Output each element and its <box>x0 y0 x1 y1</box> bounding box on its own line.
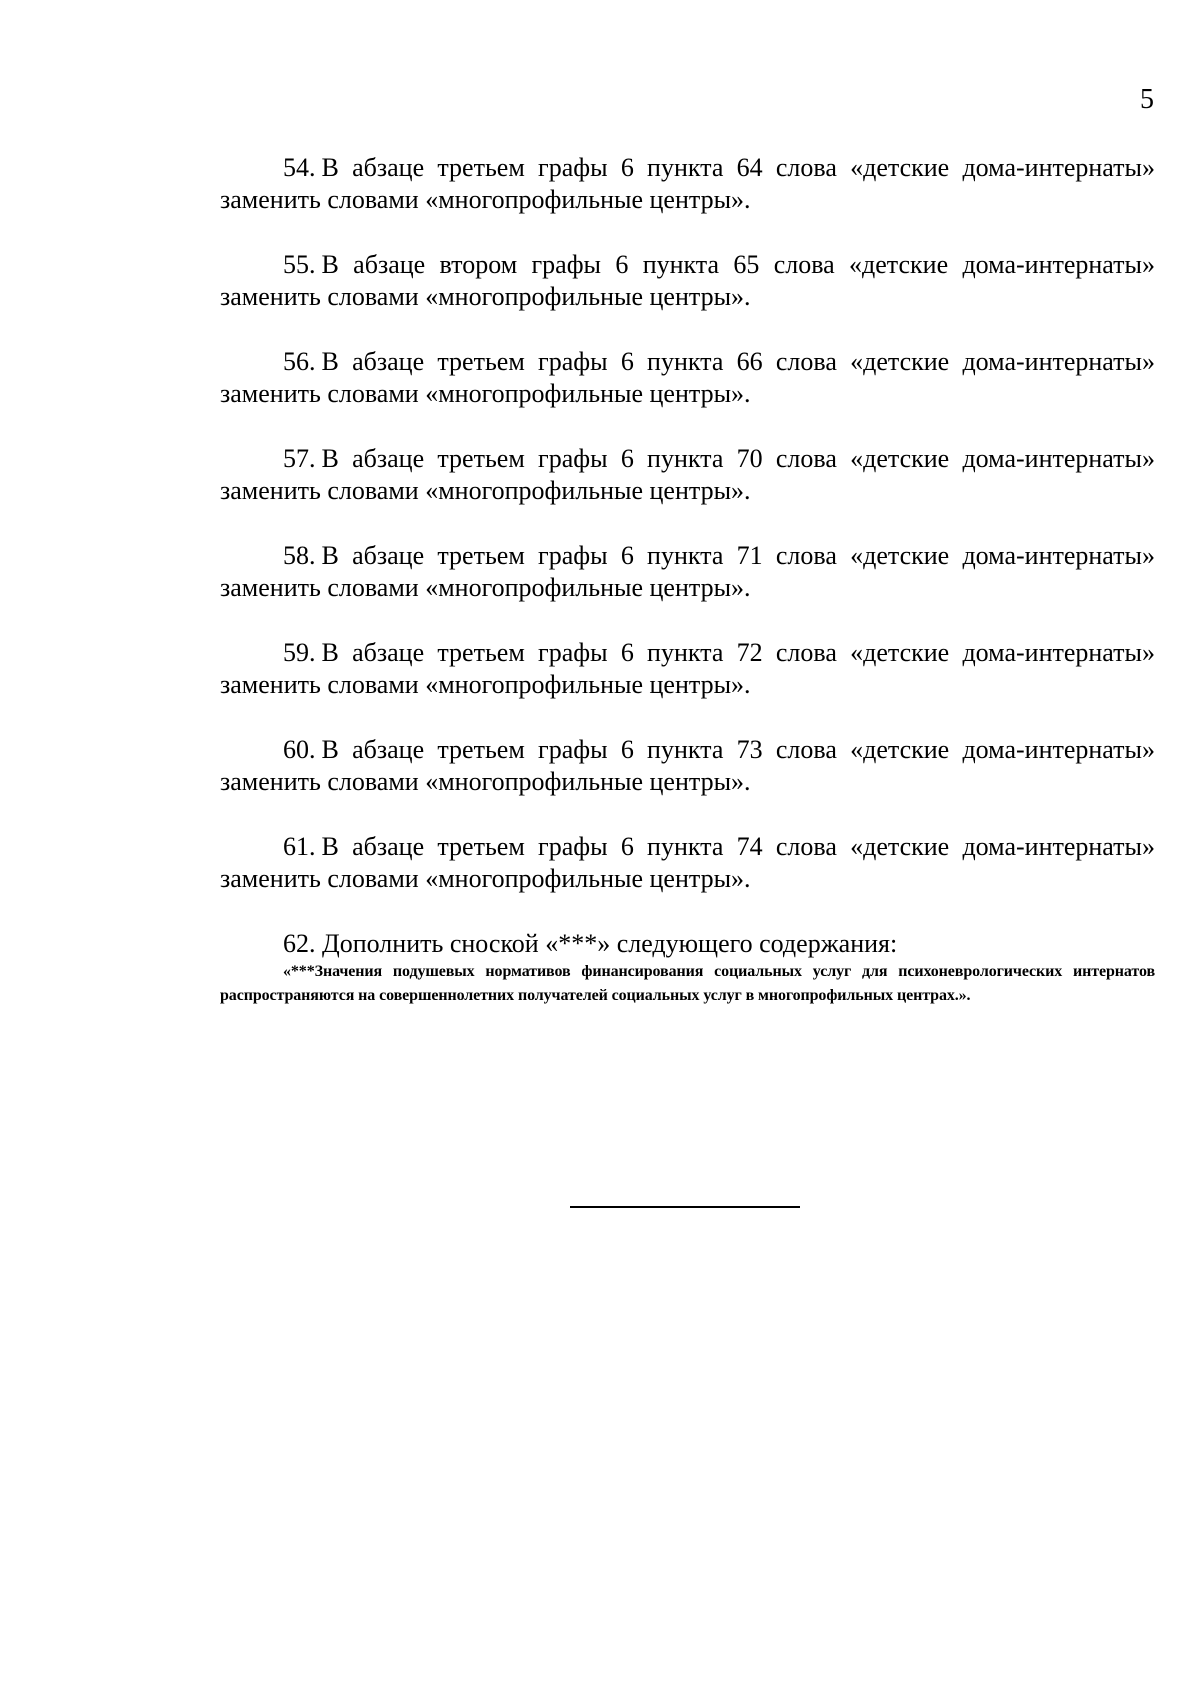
item-text: В абзаце третьем графы 6 пункта 70 слова «детские дома-интернаты» заменить словами «многопрофильные центры». <box>220 444 1155 505</box>
list-item-57 <box>220 443 1155 507</box>
item-number: 59. <box>283 638 316 667</box>
item-number: 56. <box>283 347 316 376</box>
item-text: Дополнить сноской «***» следующего содержания: <box>322 929 898 958</box>
list-item-60 <box>220 734 1155 798</box>
list-item-59 <box>220 637 1155 701</box>
list-item-62 <box>220 928 1155 960</box>
page-number: 5 <box>1140 84 1154 115</box>
document-body <box>220 152 1155 1008</box>
item-text: В абзаце втором графы 6 пункта 65 слова «детские дома-интернаты» заменить словами «многопрофильные центры». <box>220 250 1155 311</box>
item-text: В абзаце третьем графы 6 пункта 74 слова «детские дома-интернаты» заменить словами «многопрофильные центры». <box>220 832 1155 893</box>
item-number: 58. <box>283 541 316 570</box>
item-text: В абзаце третьем графы 6 пункта 66 слова «детские дома-интернаты» заменить словами «многопрофильные центры». <box>220 347 1155 408</box>
item-number: 60. <box>283 735 316 764</box>
item-number: 55. <box>283 250 316 279</box>
footnote-text: «***Значения подушевых нормативов финансирования социальных услуг для психоневрологических интернатов распространяются на совершеннолетних получателей социальных услуг в многопрофильных центрах.». <box>220 963 1155 1004</box>
item-text: В абзаце третьем графы 6 пункта 73 слова «детские дома-интернаты» заменить словами «многопрофильные центры». <box>220 735 1155 796</box>
list-item-61 <box>220 831 1155 895</box>
item-number: 61. <box>283 832 316 861</box>
list-item-56 <box>220 346 1155 410</box>
item-text: В абзаце третьем графы 6 пункта 71 слова «детские дома-интернаты» заменить словами «многопрофильные центры». <box>220 541 1155 602</box>
item-text: В абзаце третьем графы 6 пункта 72 слова «детские дома-интернаты» заменить словами «многопрофильные центры». <box>220 638 1155 699</box>
item-number: 57. <box>283 444 316 473</box>
list-item-55 <box>220 249 1155 313</box>
item-number: 54. <box>283 153 316 182</box>
item-number: 62. <box>283 929 316 958</box>
list-item-54 <box>220 152 1155 216</box>
list-item-58 <box>220 540 1155 604</box>
item-text: В абзаце третьем графы 6 пункта 64 слова «детские дома-интернаты» заменить словами «многопрофильные центры». <box>220 153 1155 214</box>
end-divider-line <box>570 1206 800 1208</box>
